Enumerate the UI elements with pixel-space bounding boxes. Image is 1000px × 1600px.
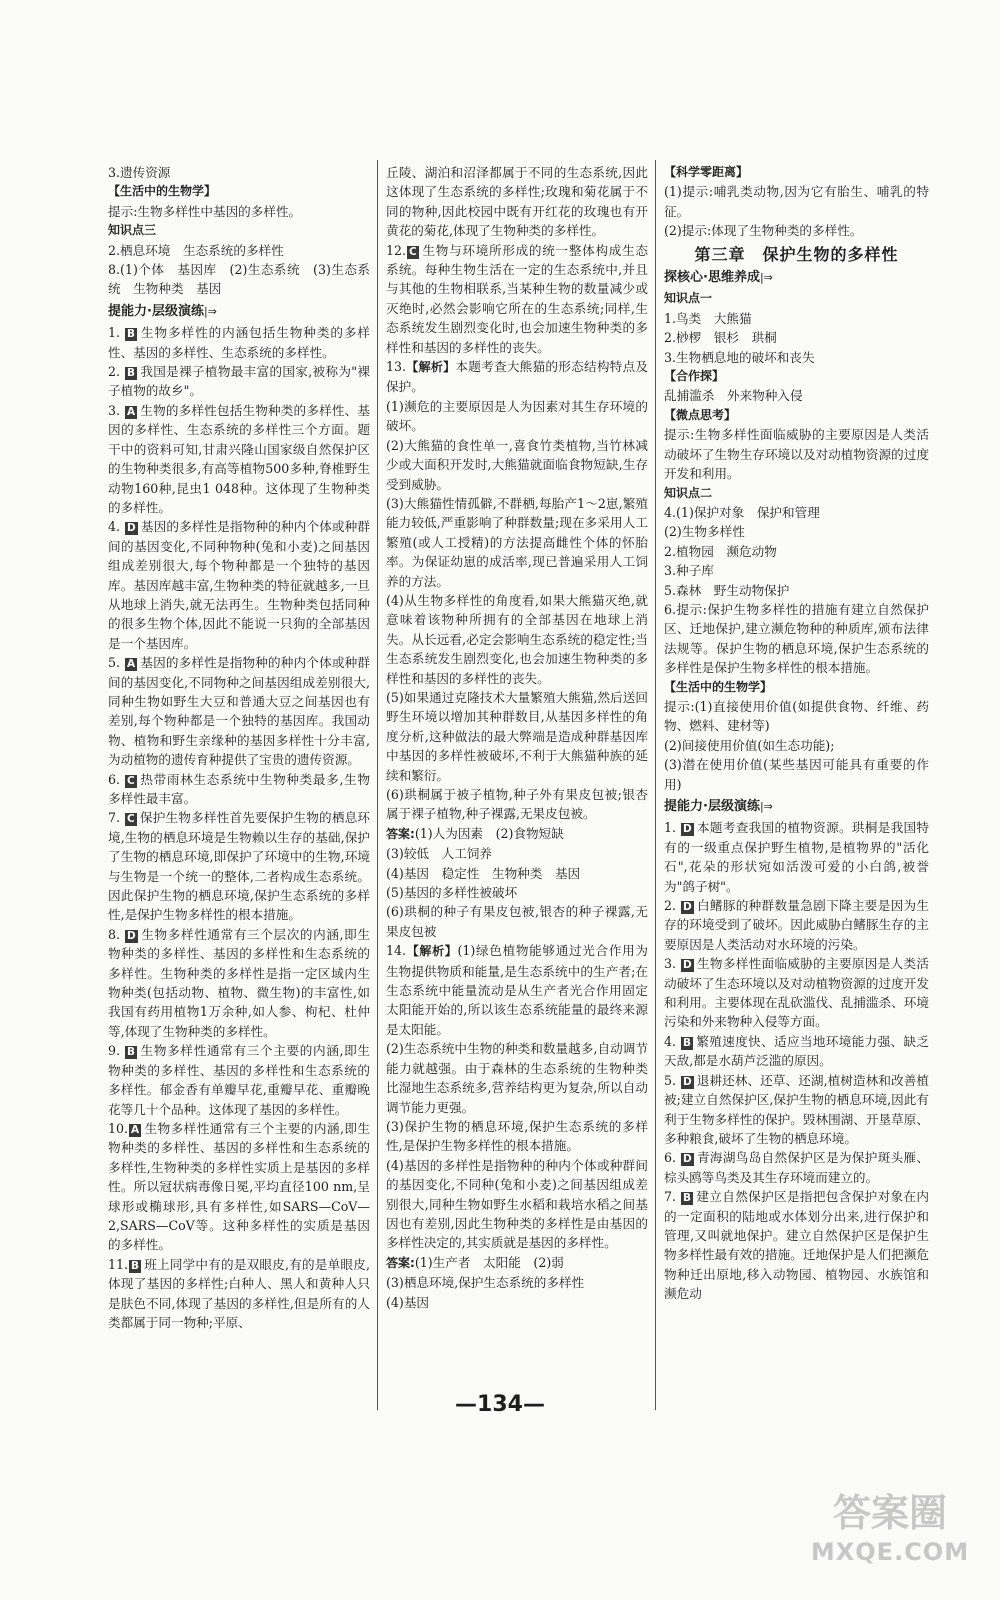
- section-label: 【微点思考】: [664, 407, 737, 422]
- question-item: [108, 1255, 370, 1333]
- text-line: (3)较低 人工饲养: [386, 846, 492, 862]
- question-number: 6.: [108, 771, 121, 787]
- text-line: 提示:生物多样性面临威胁的主要原因是人类活动破坏了生物生存环境以及对动植物资源的过度开发和利用。: [664, 427, 929, 482]
- section-heading: [664, 797, 929, 816]
- text-line: (2)间接使用价值(如生态功能);: [664, 737, 835, 753]
- answer-badge: D: [683, 823, 692, 836]
- question-number: 13.: [386, 359, 407, 375]
- question-number: 12.: [386, 242, 407, 258]
- analysis-label: 【解析】: [406, 944, 458, 959]
- chapter-title: 第三章 保护生物的多样性: [694, 244, 899, 264]
- question-text: 班上同学中有的是双眼皮,有的是单眼皮,体现了基因的多样性;白种人、黑人和黄种人只是肤色不同,体现了基因的多样性,但是所有的人类都属于同一物种;平原、: [108, 1256, 370, 1330]
- question-number: 2.: [664, 898, 677, 914]
- answer-badge: B: [683, 1192, 692, 1205]
- answer-badge: A: [131, 1123, 140, 1136]
- watermark-logo: [800, 1488, 980, 1588]
- answer-badge: B: [127, 367, 136, 380]
- text-line: 提示:生物多样性中基因的多样性。: [108, 203, 302, 219]
- question-item: [664, 1148, 929, 1187]
- question-text: 本题考查我国的植物资源。珙桐是我国特有的一级重点保护野生植物,是植物界的"活化石",花朵的形状宛如活泼可爱的小白鸽,被誉为"鸽子树"。: [664, 820, 929, 894]
- text-line: (3)潜在使用价值(某些基因可能具有重要的作用): [664, 757, 929, 792]
- question-number: 10.: [108, 1120, 129, 1136]
- text-line: (2)生物多样性: [664, 524, 745, 540]
- question-text: 白鳍豚的种群数量急剧下降主要是因为生存的环境受到了破坏。因此威胁白鳍豚生存的主要原因是人类活动对水环境的污染。: [664, 898, 929, 952]
- column-3: [664, 163, 929, 1304]
- question-number: 7.: [664, 1189, 677, 1205]
- answer-badge: C: [409, 245, 417, 258]
- answer-badge: D: [683, 901, 692, 914]
- question-number: 4.: [664, 1033, 677, 1049]
- answer-label: 答案:: [386, 1255, 415, 1270]
- question-text: 生物多样性通常有三个层次的内涵,即生物种类的多样性、基因的多样性和生态系统的多样性。生物种类的多样性是指一定区域内生物种类(包括动物、植物、微生物)的丰富性,如我国有药用植物1万余种,如人参、枸杞、杜仲等,体现了生物种类的多样性。: [108, 926, 370, 1039]
- answer-badge: D: [127, 929, 136, 942]
- question-item: [108, 1119, 370, 1255]
- question-item: [664, 954, 929, 1032]
- text-line: (4)基因的多样性是指物种的种内个体或种群间的基因变化,不同种(兔和小麦)之间基因组成差别很大,同种生物如野生水稻和栽培水稻之间基因也有差别,因此生物种类的多样性是由基因的多样性决定的,其实质就是基因的多样性。: [386, 1157, 648, 1251]
- question-text: 热带雨林生态系统中生物种类最多,生物多样性最丰富。: [108, 771, 370, 806]
- question-number: 14.: [386, 943, 407, 959]
- question-number: 5.: [108, 655, 121, 671]
- section-label: 【科学零距离】: [664, 165, 749, 179]
- answer-badge: B: [127, 328, 136, 341]
- question-number: 4.: [108, 519, 121, 535]
- text-line: (2)生态系统中生物的种类和数量越多,自动调节能力就越强。由于森林的生态系统的生物种类比湿地生态系统多,营养结构更为复杂,所以自动调节能力更强。: [386, 1041, 648, 1115]
- question-item: [108, 925, 370, 1041]
- text-line: 3.种子库: [664, 563, 714, 579]
- question-item: [386, 941, 648, 1039]
- arrow-icon: |⇒: [759, 271, 773, 285]
- text-line: (6)珙桐属于被子植物,种子外有果皮包被;银杏属于裸子植物,种子裸露,无果皮包被。: [386, 787, 648, 822]
- text-line: (1)濒危的主要原因是人为因素对其生存环境的破坏。: [386, 398, 648, 434]
- question-number: 2.: [108, 364, 121, 380]
- text-line: (4)基因: [386, 1294, 430, 1310]
- text-line: 2.栖息环境 生态系统的多样性: [108, 242, 284, 258]
- text-line: 提示:(1)直接使用价值(如提供食物、纤维、药物、燃料、建材等): [664, 698, 929, 734]
- text-line: (5)如果通过克隆技术大量繁殖大熊猫,然后送回野生环境以增加其种群数目,从基因多样性的角度分析,这种做法的最大弊端是造成种群基因库中基因的多样性被破坏,不利于大熊猫种族的延续和繁衍。: [386, 689, 648, 783]
- arrow-icon: |⇒: [203, 304, 217, 318]
- answer-badge: A: [127, 405, 136, 418]
- section-label: 【生活中的生物学】: [108, 184, 217, 199]
- question-number: 1.: [108, 325, 121, 341]
- question-text: 本题考查大熊猫的形态结构特点及保护。: [386, 359, 648, 395]
- question-item: [108, 362, 370, 401]
- question-item: [386, 357, 648, 397]
- analysis-label: 【解析】: [406, 360, 456, 375]
- text-line: (4)从生物多样性的角度看,如果大熊猫灭绝,就意味着该物种所拥有的全部基因在地球上消失。从长远看,必定会影响生态系统的稳定性;当生态系统发生剧烈变化,也会加速生物种类的多样性和基因的多样性的丧失。: [386, 592, 648, 686]
- question-text: 基因的多样性是指物种的种内个体或种群间的基因变化,不同物种之间基因组成差别很大,同种生物如野生大豆和普通大豆之间基因也有差别,每个物种都是一个独特的基因库。我国动物、植物和野生亲缘种的基因多样性十分丰富,为动植物的遗传育种提供了宝贵的遗传资源。: [108, 655, 370, 768]
- text-line: (1)提示:哺乳类动物,因为它有胎生、哺乳的特征。: [664, 184, 929, 219]
- text-line: 6.提示:保护生物多样性的措施有建立自然保护区、迁地保护,建立濒危物种的种质库,颁布法律法规等。保护生物的栖息环境,保护生态系统的多样性是保护生物多样性的根本措施。: [664, 601, 929, 676]
- question-text: 基因的多样性是指物种的种内个体或种群间的基因变化,不同种物种(兔和小麦)之间基因组成差别很大,每个物种都是一个独特的基因库。基因库越丰富,生物种类的特征就越多,一旦从地球上消失,就无法再生。生物种类包括同种的很多生物个体,因此不能说一只狗的全部基因是一个基因库。: [108, 519, 370, 651]
- question-item: [664, 896, 929, 954]
- question-item: [108, 401, 370, 517]
- question-number: 7.: [108, 810, 121, 826]
- question-number: 1.: [664, 820, 677, 836]
- column-divider-1: [377, 160, 378, 1410]
- question-number: 9.: [108, 1043, 121, 1059]
- question-text: (1)绿色植物能够通过光合作用为生物提供物质和能量,是生态系统中的生产者;在生态系统中能量流动是从生产者光合作用固定太阳能开始的,所以该生态系统能量的最终来源是太阳能。: [386, 943, 648, 1037]
- answer-badge: D: [683, 1153, 692, 1166]
- question-number: 3.: [664, 956, 677, 972]
- question-text: 我国是裸子植物最丰富的国家,被称为"裸子植物的故乡"。: [108, 364, 370, 399]
- section-label: 知识点三: [108, 223, 157, 238]
- text-line: (2)大熊猫的食性单一,喜食竹类植物,当竹林减少或大面积开发时,大熊猫就面临食物短缺,生存受到威胁。: [386, 437, 648, 492]
- answer-badge: C: [127, 813, 135, 826]
- question-item: [108, 517, 370, 653]
- page-number: —134—: [455, 1392, 545, 1417]
- text-line: 2.植物园 濒危动物: [664, 543, 777, 559]
- answer-badge: D: [127, 522, 136, 535]
- question-item: [664, 1187, 929, 1303]
- answer-badge: A: [127, 658, 136, 671]
- text-line: 1.鸟类 大熊猫: [664, 310, 752, 326]
- question-text: 生物与环境所形成的统一整体构成生态系统。每种生物生活在一定的生态系统中,并且与其他的生物相联系,当某种生物的数量减少或灭绝时,必然会影响它所在的生态系统;同样,生态系统发生剧烈变化时,也会加速生物种类的多样性和基因的多样性的丧失。: [386, 242, 648, 355]
- text-line: 4.(1)保护对象 保护和管理: [664, 504, 820, 520]
- text-line: (6)珙桐的种子有果皮包被,银杏的种子裸露,无果皮包被: [386, 904, 648, 939]
- section-heading-text: 提能力·层级演练: [664, 799, 760, 814]
- arrow-icon: |⇒: [759, 800, 773, 813]
- text-line: 2.桫椤 银杉 珙桐: [664, 330, 777, 346]
- text-line: (5)基因的多样性被破坏: [386, 885, 518, 901]
- text-line: 5.森林 野生动物保护: [664, 582, 790, 598]
- answer-badge: B: [131, 1259, 140, 1272]
- text-line: 3.遗传资源: [108, 165, 171, 180]
- section-heading: [108, 302, 370, 321]
- column-2: [386, 163, 648, 1312]
- section-heading-text: 探核心·思维养成: [664, 270, 760, 286]
- question-text: 保护生物多样性首先要保护生物的栖息环境,生物的栖息环境是生物赖以生存的基础,保护了生物的栖息环境,即保护了环境中的生物,环境与生物是一个统一的整体,二者构成生态系统。因此保护生物的栖息环境,保护生态系统的多样性,是保护生物多样性的根本措施。: [108, 810, 370, 923]
- question-number: 3.: [108, 402, 121, 418]
- text-line: (4)基因 稳定性 生物种类 基因: [386, 865, 581, 881]
- section-label: 知识点一: [664, 291, 713, 306]
- question-item: [108, 323, 370, 362]
- answer-badge: B: [127, 1046, 136, 1059]
- answer-badge: D: [683, 959, 692, 972]
- question-item: [108, 770, 370, 809]
- text-line: (3)栖息环境,保护生态系统的多样性: [386, 1275, 585, 1291]
- answer-label: 答案:: [386, 826, 415, 841]
- answer-text: (1)生产者 太阳能 (2)弱: [414, 1254, 564, 1270]
- section-heading-text: 提能力·层级演练: [108, 303, 204, 319]
- answer-badge: D: [683, 1075, 692, 1088]
- question-item: [664, 1071, 929, 1149]
- question-text: 青海湖鸟岛自然保护区是为保护斑头雁、棕头鸥等鸟类及其生存环境而建立的。: [664, 1150, 929, 1185]
- question-text: 生物多样性通常有三个主要的内涵,即生物种类的多样性、基因的多样性和生态系统的多样性,生物种类的多样性实质上是基因的多样性。所以冠状病毒像日冕,平均直径100 nm,呈球形或椭球形,具有多样性,如SARS—CoV—2,SARS—CoV等。这种多样性的实质是基因的多样性。: [108, 1120, 370, 1253]
- question-number: 8.: [108, 926, 121, 942]
- question-number: 11.: [108, 1256, 129, 1272]
- text-line: (3)大熊猫性情孤僻,不群栖,每胎产1～2崽,繁殖能力较低,严重影响了种群数量;现在多采用人工繁殖(或人工授精)的方法提高雌性个体的怀胎率。为保证幼崽的成活率,现已普遍采用人工饲养的方法。: [386, 495, 648, 589]
- question-text: 生物多样性的内涵包括生物种类的多样性、基因的多样性、生态系统的多样性。: [108, 325, 370, 360]
- question-text: 生物多样性面临威胁的主要原因是人类活动破坏了生态环境以及对动植物资源的过度开发和利用。主要体现在乱砍滥伐、乱捕滥杀、环境污染和外来物种入侵等方面。: [664, 956, 929, 1030]
- section-heading: [664, 268, 929, 287]
- text-line: 3.生物栖息地的破坏和丧失: [664, 349, 815, 365]
- column-1: [108, 163, 370, 1332]
- question-number: 6.: [664, 1150, 677, 1166]
- answer-badge: C: [127, 774, 135, 787]
- question-text: 生物的多样性包括生物种类的多样性、基因的多样性、生态系统的多样性三个方面。题干中的资料可知,甘肃兴隆山国家级自然保护区的生物种类很多,有高等植物500多种,脊椎野生动物160种,昆虫1 048种。这体现了生物种类的多样性。: [108, 402, 370, 515]
- section-label: 【生活中的生物学】: [664, 679, 773, 694]
- question-number: 5.: [664, 1072, 677, 1088]
- watermark-url: MXQE.COM: [810, 1538, 970, 1566]
- question-text: 生物多样性通常有三个主要的内涵,即生物种类的多样性、基因的多样性和生态系统的多样性。郁金香有单瓣早花,重瓣早花、重瓣晚花等几十个品种。这体现了基因的多样性。: [108, 1043, 370, 1117]
- text-line: (2)提示:体现了生物种类的多样性。: [664, 223, 863, 239]
- text-line: 8.(1)个体 基因库 (2)生态系统 (3)生态系统 生物种类 基因: [108, 262, 370, 297]
- answer-line: [386, 1253, 648, 1273]
- question-text: 繁殖速度快、适应当地环境能力强、缺乏天敌,都是水葫芦泛滥的原因。: [664, 1033, 929, 1069]
- watermark-text: 答案圈: [832, 1491, 947, 1535]
- question-text: 退耕还林、还草、还湖,植树造林和改善植被;建立自然保护区,保护生物的栖息环境,因此有利于生物多样性的保护。毁林围湖、开垦草原、多种粮食,破坏了生物的栖息环境。: [664, 1072, 929, 1146]
- question-item: [108, 1041, 370, 1119]
- column-divider-2: [655, 160, 656, 1410]
- question-item: [664, 1032, 929, 1071]
- answer-badge: B: [683, 1036, 692, 1049]
- section-label: 【合作探】: [664, 369, 725, 384]
- question-item: [108, 653, 370, 769]
- text-line: 乱捕滥杀 外来物种入侵: [664, 388, 803, 404]
- question-item: [386, 241, 648, 357]
- text-line: 丘陵、湖泊和沼泽都属于不同的生态系统,因此这体现了生态系统的多样性;玫瑰和菊花属于不同的物种,因此校园中既有开红花的玫瑰也有开黄花的菊花,体现了生物种类的多样性。: [386, 165, 648, 239]
- question-item: [664, 818, 929, 896]
- section-label: 知识点二: [664, 485, 713, 500]
- answer-line: [386, 824, 648, 844]
- text-line: (3)保护生物的栖息环境,保护生态系统的多样性,是保护生物多样性的根本措施。: [386, 1118, 648, 1154]
- question-text: 建立自然保护区是指把包含保护对象在内的一定面积的陆地或水体划分出来,进行保护和管理,又叫就地保护。建立自然保护区是保护生物多样性最有效的措施。迁地保护是人们把濒危物种迁出原地,移入动物园、植物园、水族馆和濒危动: [664, 1189, 929, 1302]
- question-item: [108, 808, 370, 924]
- answer-text: (1)人为因素 (2)食物短缺: [414, 825, 564, 841]
